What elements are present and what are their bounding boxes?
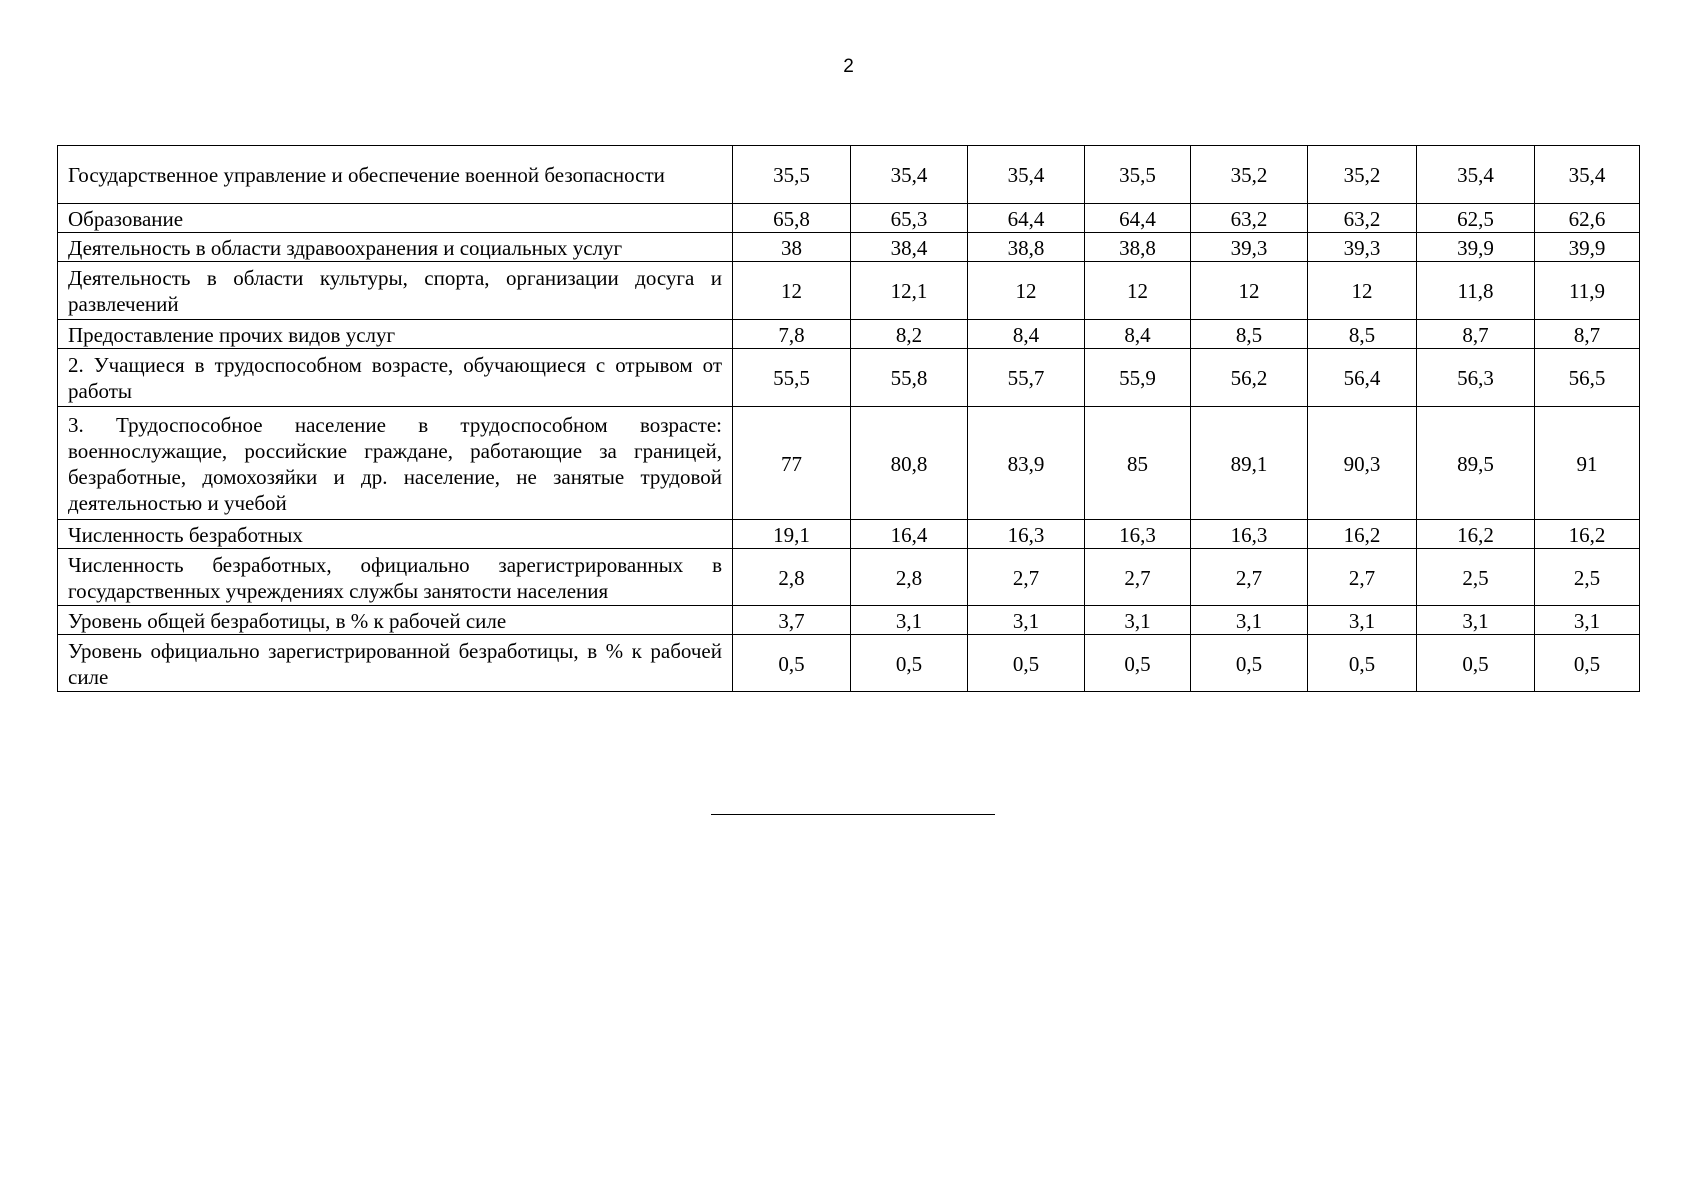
table-cell: 3,1 <box>1535 606 1640 635</box>
table-cell: 8,5 <box>1191 320 1308 349</box>
row-label: Предоставление прочих видов услуг <box>58 320 733 349</box>
table-cell: 2,7 <box>968 549 1085 606</box>
table-cell: 35,5 <box>733 146 851 204</box>
table-cell: 56,2 <box>1191 349 1308 407</box>
table-row <box>58 262 1640 320</box>
table-row <box>58 146 1640 204</box>
table-cell: 85 <box>1085 407 1191 520</box>
table-cell: 56,3 <box>1417 349 1535 407</box>
table-cell: 0,5 <box>1417 635 1535 692</box>
table-cell: 11,8 <box>1417 262 1535 320</box>
table-cell: 16,3 <box>1191 520 1308 549</box>
table-cell: 35,4 <box>851 146 968 204</box>
table-cell: 7,8 <box>733 320 851 349</box>
row-label: Уровень официально зарегистрированной безработицы, в % к рабочей силе <box>58 635 733 692</box>
table-cell: 89,5 <box>1417 407 1535 520</box>
table-cell: 12 <box>1085 262 1191 320</box>
table-cell: 2,7 <box>1085 549 1191 606</box>
table-cell: 64,4 <box>1085 204 1191 233</box>
table-cell: 16,2 <box>1535 520 1640 549</box>
table-cell: 38,8 <box>1085 233 1191 262</box>
table-cell: 3,1 <box>968 606 1085 635</box>
table-cell: 12 <box>733 262 851 320</box>
row-label: Деятельность в области здравоохранения и социальных услуг <box>58 233 733 262</box>
table-cell: 3,1 <box>1085 606 1191 635</box>
table-cell: 16,3 <box>1085 520 1191 549</box>
table-cell: 77 <box>733 407 851 520</box>
table-cell: 62,5 <box>1417 204 1535 233</box>
table-cell: 55,8 <box>851 349 968 407</box>
table-cell: 35,5 <box>1085 146 1191 204</box>
end-of-document-rule <box>711 814 995 815</box>
table-cell: 19,1 <box>733 520 851 549</box>
table-cell: 55,9 <box>1085 349 1191 407</box>
table-cell: 8,4 <box>968 320 1085 349</box>
table-cell: 12 <box>1308 262 1417 320</box>
table-cell: 12 <box>968 262 1085 320</box>
table-cell: 16,4 <box>851 520 968 549</box>
statistics-table <box>57 145 1640 692</box>
table-row <box>58 520 1640 549</box>
table-cell: 16,2 <box>1417 520 1535 549</box>
table-cell: 56,5 <box>1535 349 1640 407</box>
table-cell: 12,1 <box>851 262 968 320</box>
table-cell: 39,3 <box>1308 233 1417 262</box>
table-cell: 38,8 <box>968 233 1085 262</box>
table-cell: 8,2 <box>851 320 968 349</box>
table-cell: 63,2 <box>1308 204 1417 233</box>
table-row <box>58 233 1640 262</box>
page-number: 2 <box>843 56 854 77</box>
table-cell: 55,7 <box>968 349 1085 407</box>
table-cell: 91 <box>1535 407 1640 520</box>
table-cell: 90,3 <box>1308 407 1417 520</box>
table-cell: 35,4 <box>968 146 1085 204</box>
table-cell: 16,3 <box>968 520 1085 549</box>
table-cell: 2,5 <box>1535 549 1640 606</box>
row-label: 2. Учащиеся в трудоспособном возрасте, обучающиеся с отрывом от работы <box>58 349 733 407</box>
table-cell: 38 <box>733 233 851 262</box>
table-cell: 56,4 <box>1308 349 1417 407</box>
table-cell: 64,4 <box>968 204 1085 233</box>
table-cell: 65,8 <box>733 204 851 233</box>
table-cell: 80,8 <box>851 407 968 520</box>
table-cell: 35,2 <box>1308 146 1417 204</box>
table-cell: 2,5 <box>1417 549 1535 606</box>
row-label: Образование <box>58 204 733 233</box>
table-cell: 89,1 <box>1191 407 1308 520</box>
table-cell: 3,1 <box>1308 606 1417 635</box>
row-label: Численность безработных, официально зарегистрированных в государственных учреждениях службы занятости населения <box>58 549 733 606</box>
table-cell: 2,7 <box>1191 549 1308 606</box>
table-cell: 3,1 <box>851 606 968 635</box>
table-cell: 8,7 <box>1417 320 1535 349</box>
row-label: Уровень общей безработицы, в % к рабочей силе <box>58 606 733 635</box>
table-cell: 8,4 <box>1085 320 1191 349</box>
table-cell: 0,5 <box>968 635 1085 692</box>
table-cell: 38,4 <box>851 233 968 262</box>
table-cell: 8,7 <box>1535 320 1640 349</box>
table-cell: 0,5 <box>733 635 851 692</box>
table-cell: 0,5 <box>1191 635 1308 692</box>
table-cell: 35,4 <box>1417 146 1535 204</box>
table-cell: 3,7 <box>733 606 851 635</box>
table-cell: 3,1 <box>1191 606 1308 635</box>
table-row <box>58 606 1640 635</box>
table-cell: 39,3 <box>1191 233 1308 262</box>
table-row <box>58 349 1640 407</box>
table-cell: 65,3 <box>851 204 968 233</box>
table-cell: 62,6 <box>1535 204 1640 233</box>
table-cell: 0,5 <box>1085 635 1191 692</box>
table-cell: 63,2 <box>1191 204 1308 233</box>
table-row <box>58 407 1640 520</box>
table-cell: 16,2 <box>1308 520 1417 549</box>
row-label: Деятельность в области культуры, спорта, организации досуга и развлечений <box>58 262 733 320</box>
table-row <box>58 320 1640 349</box>
table-cell: 2,8 <box>733 549 851 606</box>
table-cell: 0,5 <box>851 635 968 692</box>
table-row <box>58 549 1640 606</box>
table-cell: 8,5 <box>1308 320 1417 349</box>
table-cell: 55,5 <box>733 349 851 407</box>
table-cell: 3,1 <box>1417 606 1535 635</box>
table-cell: 39,9 <box>1417 233 1535 262</box>
table-cell: 2,7 <box>1308 549 1417 606</box>
row-label: Численность безработных <box>58 520 733 549</box>
table-cell: 2,8 <box>851 549 968 606</box>
table-cell: 0,5 <box>1535 635 1640 692</box>
table-cell: 35,4 <box>1535 146 1640 204</box>
table-cell: 83,9 <box>968 407 1085 520</box>
table-cell: 12 <box>1191 262 1308 320</box>
row-label: 3. Трудоспособное население в трудоспособном возрасте: военнослужащие, российские граждане, работающие за границей, безработные, домохозяйки и др. население, не занятые трудовой деятельностью и учебой <box>58 407 733 520</box>
row-label: Государственное управление и обеспечение военной безопасности <box>58 146 733 204</box>
table-row <box>58 635 1640 692</box>
table-cell: 0,5 <box>1308 635 1417 692</box>
table-cell: 35,2 <box>1191 146 1308 204</box>
table-cell: 39,9 <box>1535 233 1640 262</box>
table-cell: 11,9 <box>1535 262 1640 320</box>
table-row <box>58 204 1640 233</box>
